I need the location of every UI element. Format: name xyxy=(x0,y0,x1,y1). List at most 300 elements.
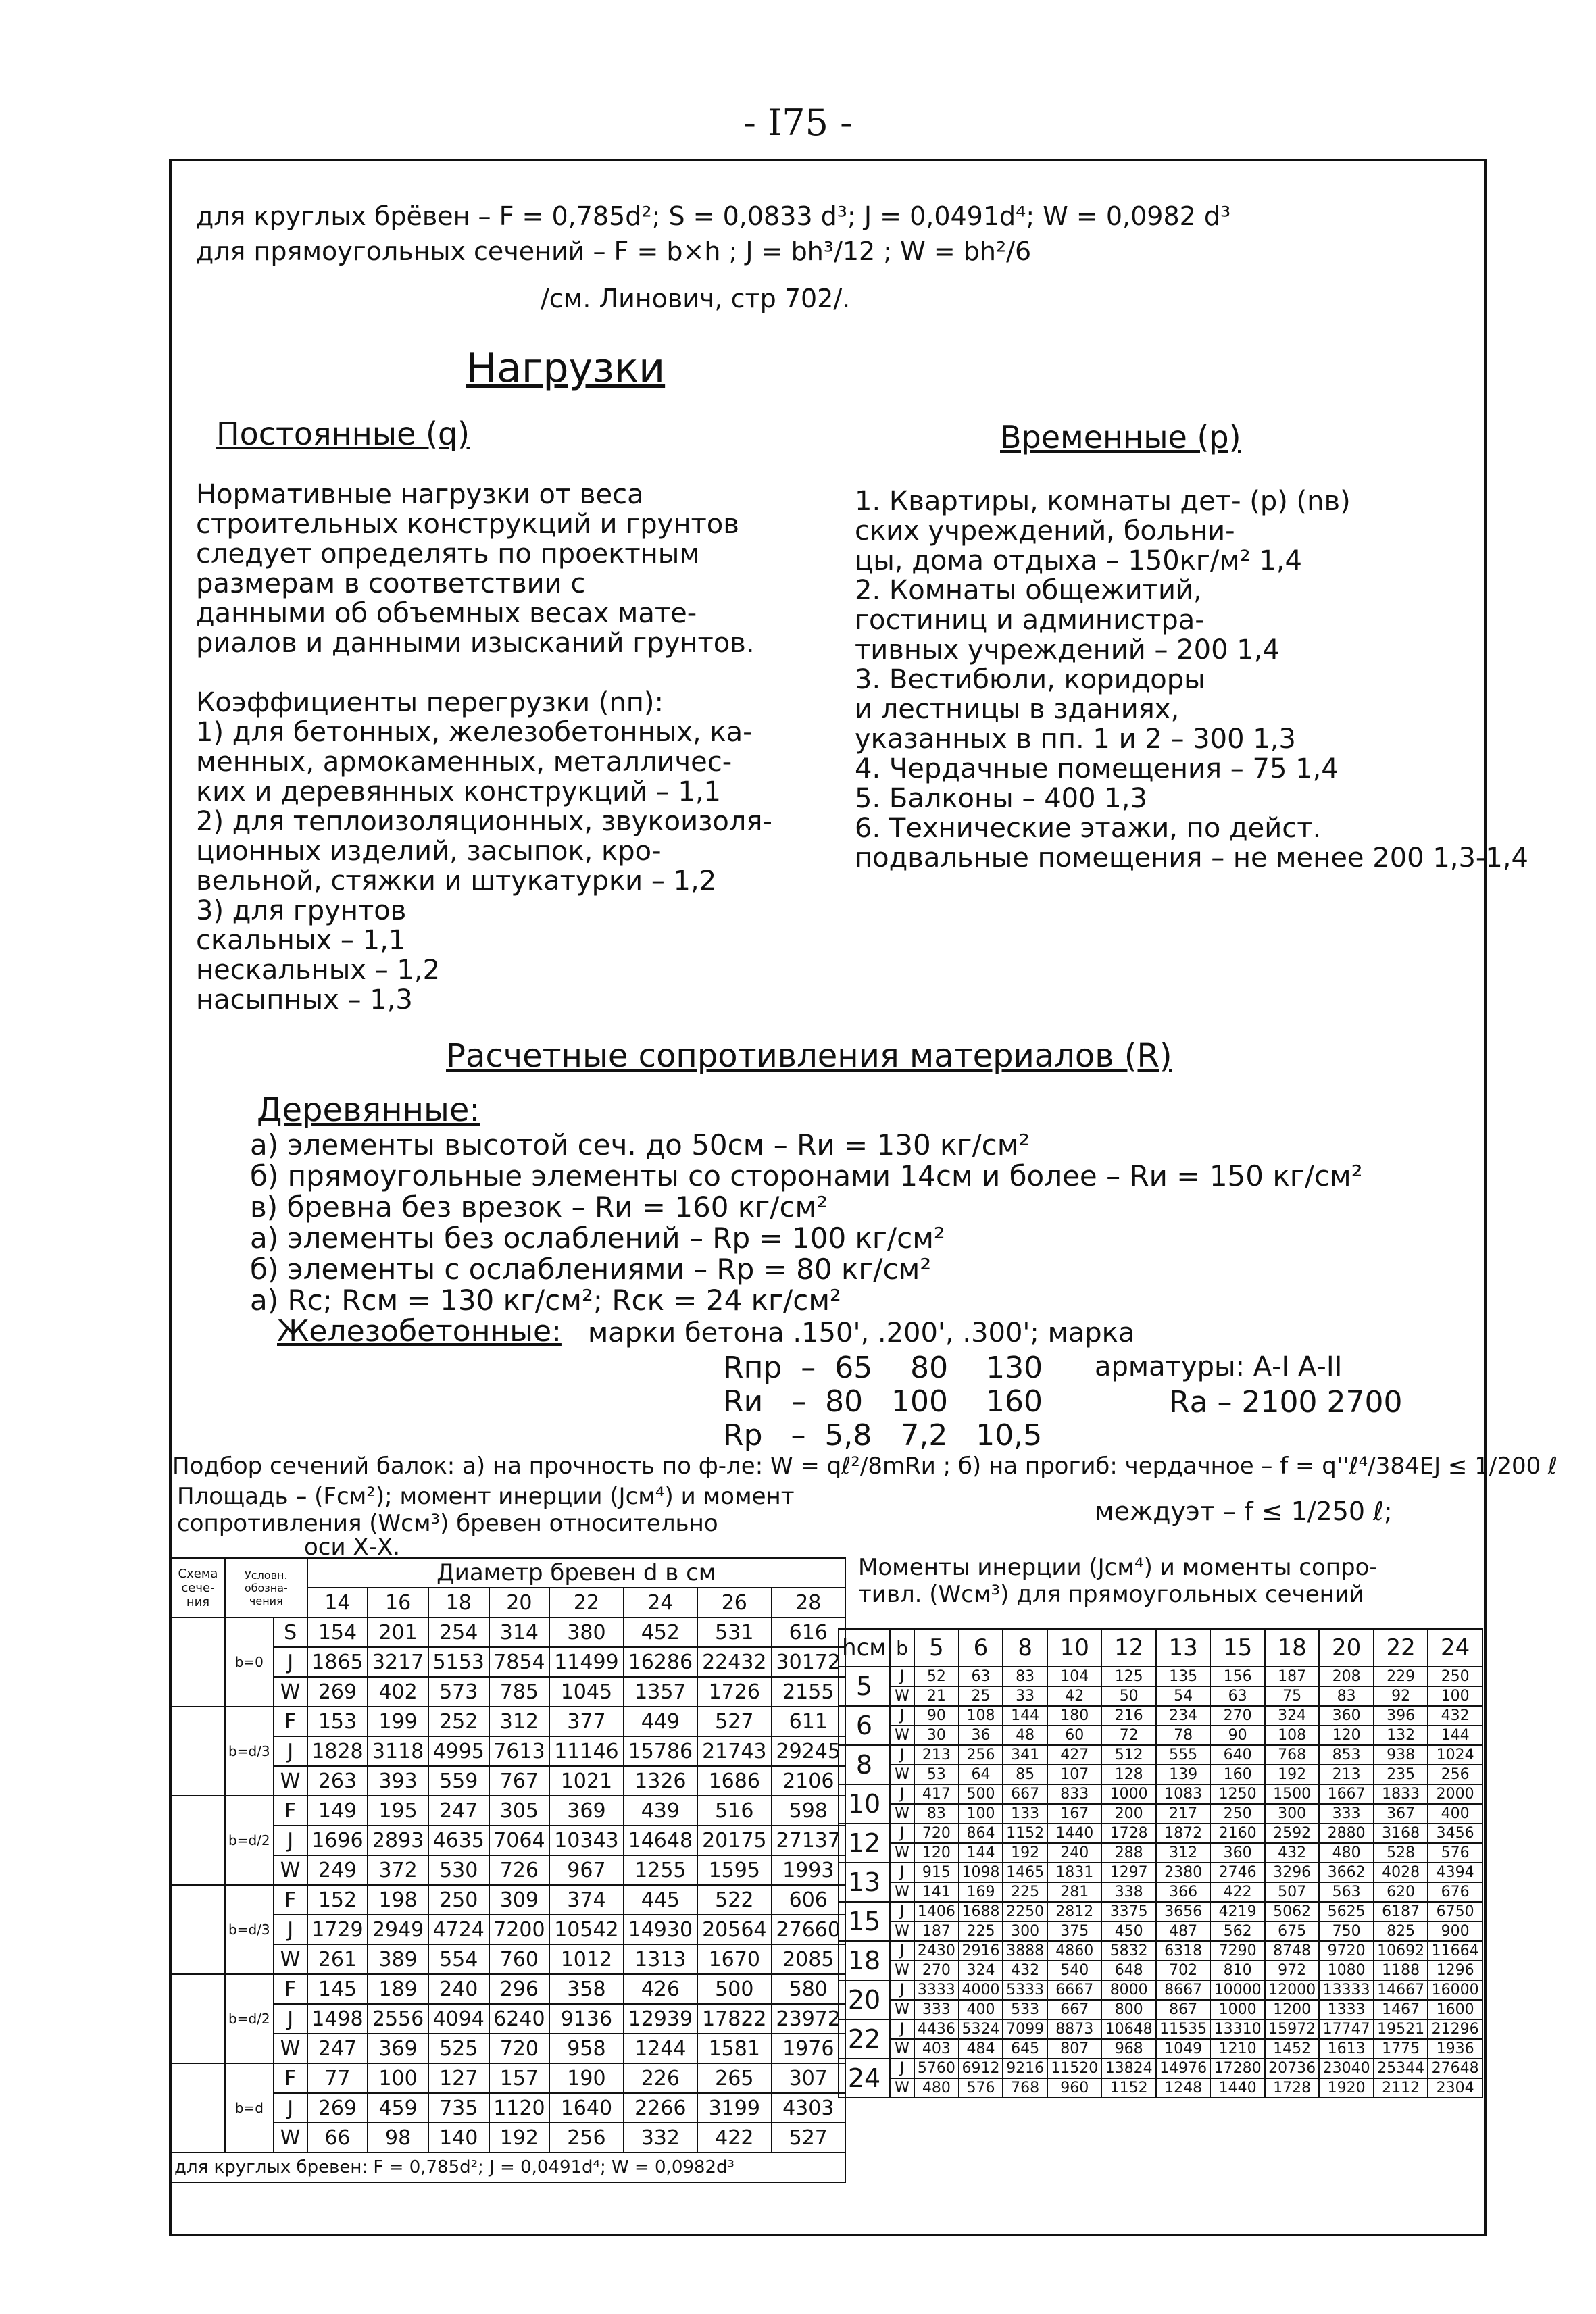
table-cell: 190 xyxy=(549,2063,623,2093)
table-row xyxy=(839,1765,1482,1784)
table-cell: 5062 xyxy=(1265,1902,1319,1921)
condition-label: b=0 xyxy=(225,1617,274,1707)
table-cell: 217 xyxy=(1156,1804,1210,1823)
table-cell: 305 xyxy=(489,1796,550,1826)
table-cell: 12939 xyxy=(624,2004,697,2034)
table-cell: 60 xyxy=(1047,1726,1101,1745)
permanent-text xyxy=(196,480,772,1015)
table-cell: 6667 xyxy=(1047,1980,1101,2000)
table-cell: 576 xyxy=(959,2078,1003,2098)
symbol: W xyxy=(890,1882,914,1902)
table-cell: 16286 xyxy=(624,1647,697,1677)
table-row xyxy=(839,1863,1482,1882)
table-cell: 480 xyxy=(1319,1843,1373,1863)
table-cell: 2106 xyxy=(772,1766,846,1796)
table-cell: 807 xyxy=(1047,2039,1101,2059)
symbol: J xyxy=(890,1823,914,1843)
table-cell: 100 xyxy=(368,2063,428,2093)
permanent-line: 1) для бетонных, железобетонных, ка- xyxy=(196,717,753,748)
wood-line: а) Rс; Rсм = 130 кг/см²; Rск = 24 кг/см² xyxy=(250,1284,841,1317)
area-caption-2: сопротивления (Wсм³) бревен относительно xyxy=(177,1510,718,1537)
table-cell: 500 xyxy=(697,1974,771,2004)
table-cell: 152 xyxy=(307,1885,368,1915)
table-cell: 580 xyxy=(772,1974,846,2004)
table-cell: 768 xyxy=(1265,1745,1319,1765)
table-cell: 1686 xyxy=(697,1766,771,1796)
table-cell: 216 xyxy=(1101,1706,1155,1726)
symbol: J xyxy=(890,1667,914,1686)
table-cell: 2746 xyxy=(1210,1863,1264,1882)
table-cell: 785 xyxy=(489,1677,550,1707)
symbol: W xyxy=(274,1677,307,1707)
table-cell: 195 xyxy=(368,1796,428,1826)
table-cell: 199 xyxy=(368,1707,428,1736)
table-cell: 250 xyxy=(428,1885,489,1915)
table-cell: 157 xyxy=(489,2063,550,2093)
table-cell: 11664 xyxy=(1428,1941,1482,1961)
table-row xyxy=(839,1941,1482,1961)
permanent-line: 3) для грунтов xyxy=(196,895,407,926)
table-cell: 1021 xyxy=(549,1766,623,1796)
table-cell: 10692 xyxy=(1374,1941,1428,1961)
table-cell: 1326 xyxy=(624,1766,697,1796)
table-cell: 735 xyxy=(428,2093,489,2123)
table-cell: 16000 xyxy=(1428,1980,1482,2000)
table-cell: 250 xyxy=(1210,1804,1264,1823)
table-cell: 2430 xyxy=(914,1941,959,1961)
table-row xyxy=(839,1980,1482,2000)
height-value: 20 xyxy=(839,1980,890,2019)
table-cell: 29245 xyxy=(772,1736,846,1766)
width-value: 15 xyxy=(1210,1629,1264,1667)
table-cell: 426 xyxy=(624,1974,697,2004)
symbol: W xyxy=(890,2039,914,2059)
table-cell: 1467 xyxy=(1374,2000,1428,2019)
width-value: 18 xyxy=(1265,1629,1319,1667)
symbol: W xyxy=(890,2078,914,2098)
table-cell: 63 xyxy=(959,1667,1003,1686)
table-cell: 1726 xyxy=(697,1677,771,1707)
temporary-line: 6. Технические этажи, по дейст. xyxy=(855,813,1322,844)
table-cell: 225 xyxy=(1003,1882,1047,1902)
table-cell: 270 xyxy=(1210,1706,1264,1726)
table-cell: 332 xyxy=(624,2123,697,2153)
permanent-line: следует определять по проектным xyxy=(196,538,700,570)
permanent-line: Коэффициенты перегрузки (nп): xyxy=(196,687,664,718)
table-cell: 23972 xyxy=(772,2004,846,2034)
wood-heading: Деревянные: xyxy=(257,1091,480,1129)
table-cell: 2266 xyxy=(624,2093,697,2123)
table-cell: 6750 xyxy=(1428,1902,1482,1921)
beam-selection-line1: Подбор сечений балок: а) на прочность по ф-ле: W = qℓ²/8mRи ; б) на прогиб: чердачное – f = q''ℓ⁴/384EJ ≤ 1/200 ℓ xyxy=(172,1453,1558,1480)
table-cell: 120 xyxy=(914,1843,959,1863)
table-cell: 1920 xyxy=(1319,2078,1373,2098)
height-value: 15 xyxy=(839,1902,890,1941)
table-cell: 864 xyxy=(959,1823,1003,1843)
symbol: J xyxy=(274,2004,307,2034)
table-cell: 452 xyxy=(624,1617,697,1647)
table-cell: 145 xyxy=(307,1974,368,2004)
table-cell: 2812 xyxy=(1047,1902,1101,1921)
permanent-line: Нормативные нагрузки от веса xyxy=(196,479,644,510)
table-cell: 915 xyxy=(914,1863,959,1882)
table-row xyxy=(839,1686,1482,1706)
table-cell: 6240 xyxy=(489,2004,550,2034)
symbol: W xyxy=(890,1726,914,1745)
table-cell: 249 xyxy=(307,1855,368,1885)
width-value: 22 xyxy=(1374,1629,1428,1667)
table-cell: 3199 xyxy=(697,2093,771,2123)
table-cell: 21743 xyxy=(697,1736,771,1766)
diameter-table-footer: для круглых бревен: F = 0,785d²; J = 0,0491d⁴; W = 0,0982d³ xyxy=(171,2153,845,2182)
table-cell: 108 xyxy=(959,1706,1003,1726)
table-cell: 2160 xyxy=(1210,1823,1264,1843)
table-cell: 432 xyxy=(1265,1843,1319,1863)
table-cell: 269 xyxy=(307,1677,368,1707)
table-cell: 768 xyxy=(1003,2078,1047,2098)
table-cell: 21 xyxy=(914,1686,959,1706)
table-cell: 254 xyxy=(428,1617,489,1647)
table-row xyxy=(839,1667,1482,1686)
table-cell: 750 xyxy=(1319,1921,1373,1941)
symbol: W xyxy=(890,1843,914,1863)
table-cell: 972 xyxy=(1265,1961,1319,1980)
table-cell: 33 xyxy=(1003,1686,1047,1706)
table-cell: 312 xyxy=(489,1707,550,1736)
table-cell: 9136 xyxy=(549,2004,623,2034)
table-cell: 52 xyxy=(914,1667,959,1686)
table-cell: 645 xyxy=(1003,2039,1047,2059)
table-cell: 13824 xyxy=(1101,2059,1155,2078)
diameter-value: 28 xyxy=(772,1588,846,1617)
table-cell: 20736 xyxy=(1265,2059,1319,2078)
table-cell: 1210 xyxy=(1210,2039,1264,2059)
beam-selection-line2: междуэт – f ≤ 1/250 ℓ; xyxy=(1095,1496,1393,1526)
table-cell: 1688 xyxy=(959,1902,1003,1921)
table-cell: 15786 xyxy=(624,1736,697,1766)
table-cell: 78 xyxy=(1156,1726,1210,1745)
concrete-heading: Железобетонные: xyxy=(277,1314,562,1349)
concrete-row: Rпр – 65 80 130 xyxy=(723,1351,1043,1385)
table-cell: 144 xyxy=(959,1843,1003,1863)
table-cell: 480 xyxy=(914,2078,959,2098)
table-cell: 374 xyxy=(549,1885,623,1915)
height-value: 12 xyxy=(839,1823,890,1863)
table-cell: 1872 xyxy=(1156,1823,1210,1843)
symbol: J xyxy=(890,2059,914,2078)
table-cell: 13310 xyxy=(1210,2019,1264,2039)
b-header: b xyxy=(890,1629,914,1667)
symbol: J xyxy=(274,1647,307,1677)
table-cell: 563 xyxy=(1319,1882,1373,1902)
table-cell: 372 xyxy=(368,1855,428,1885)
table-cell: 620 xyxy=(1374,1882,1428,1902)
diameter-header: Диаметр бревен d в см xyxy=(307,1558,845,1588)
table-cell: 160 xyxy=(1210,1765,1264,1784)
scheme-icon xyxy=(171,2063,225,2153)
table-cell: 555 xyxy=(1156,1745,1210,1765)
table-cell: 4219 xyxy=(1210,1902,1264,1921)
table-cell: 531 xyxy=(697,1617,771,1647)
table-cell: 380 xyxy=(549,1617,623,1647)
table-cell: 75 xyxy=(1265,1686,1319,1706)
table-cell: 1600 xyxy=(1428,2000,1482,2019)
condition-label: b=d/2 xyxy=(225,1796,274,1885)
table-row xyxy=(839,1882,1482,1902)
table-row xyxy=(171,1885,845,1915)
table-cell: 1406 xyxy=(914,1902,959,1921)
table-cell: 667 xyxy=(1003,1784,1047,1804)
width-value: 24 xyxy=(1428,1629,1482,1667)
table-cell: 17747 xyxy=(1319,2019,1373,2039)
table-cell: 11535 xyxy=(1156,2019,1210,2039)
table-cell: 1152 xyxy=(1003,1823,1047,1843)
table-cell: 377 xyxy=(549,1707,623,1736)
table-cell: 720 xyxy=(914,1823,959,1843)
table-cell: 1296 xyxy=(1428,1961,1482,1980)
scheme-icon xyxy=(171,1796,225,1885)
symbol: J xyxy=(274,1915,307,1944)
table-cell: 396 xyxy=(1374,1706,1428,1726)
temporary-line: цы, дома отдыха – 150кг/м² 1,4 xyxy=(855,545,1302,576)
table-cell: 1049 xyxy=(1156,2039,1210,2059)
table-cell: 4000 xyxy=(959,1980,1003,2000)
table-cell: 5760 xyxy=(914,2059,959,2078)
table-cell: 400 xyxy=(959,2000,1003,2019)
concrete-rows xyxy=(723,1351,1043,1453)
temporary-line: 2. Комнаты общежитий, xyxy=(855,575,1202,606)
table-cell: 3456 xyxy=(1428,1823,1482,1843)
table-cell: 527 xyxy=(772,2123,846,2153)
table-cell: 3662 xyxy=(1319,1863,1373,1882)
condition-label: b=d/3 xyxy=(225,1885,274,1974)
height-value: 22 xyxy=(839,2019,890,2059)
table-cell: 528 xyxy=(1374,1843,1428,1863)
table-cell: 1465 xyxy=(1003,1863,1047,1882)
table-cell: 576 xyxy=(1428,1843,1482,1863)
table-cell: 25 xyxy=(959,1686,1003,1706)
condition-label: b=d/2 xyxy=(225,1974,274,2063)
symbol: W xyxy=(890,1765,914,1784)
table-row xyxy=(171,1974,845,2004)
table-cell: 208 xyxy=(1319,1667,1373,1686)
table-cell: 225 xyxy=(959,1921,1003,1941)
permanent-line: вельной, стяжки и штукатурки – 1,2 xyxy=(196,865,717,897)
table-cell: 192 xyxy=(1265,1765,1319,1784)
table-cell: 2304 xyxy=(1428,2078,1482,2098)
table-cell: 800 xyxy=(1101,2000,1155,2019)
table-cell: 127 xyxy=(428,2063,489,2093)
table-cell: 9720 xyxy=(1319,1941,1373,1961)
table-cell: 367 xyxy=(1374,1804,1428,1823)
table-cell: 300 xyxy=(1003,1921,1047,1941)
loads-title: Нагрузки xyxy=(466,345,666,392)
permanent-line: данными об объемных весах мате- xyxy=(196,598,697,629)
table-cell: 3333 xyxy=(914,1980,959,2000)
table-row xyxy=(839,2039,1482,2059)
table-cell: 422 xyxy=(697,2123,771,2153)
table-cell: 6318 xyxy=(1156,1941,1210,1961)
table-cell: 867 xyxy=(1156,2000,1210,2019)
table-cell: 11520 xyxy=(1047,2059,1101,2078)
table-cell: 235 xyxy=(1374,1765,1428,1784)
condition-label: b=d xyxy=(225,2063,274,2153)
table-cell: 4028 xyxy=(1374,1863,1428,1882)
table-cell: 240 xyxy=(428,1974,489,2004)
table-cell: 153 xyxy=(307,1707,368,1736)
table-cell: 1595 xyxy=(697,1855,771,1885)
table-cell: 1248 xyxy=(1156,2078,1210,2098)
table-cell: 958 xyxy=(549,2034,623,2063)
temporary-line: 1. Квартиры, комнаты дет- (р) (nв) xyxy=(855,486,1351,517)
permanent-line: риалов и данными изысканий грунтов. xyxy=(196,628,755,659)
table-cell: 50 xyxy=(1101,1686,1155,1706)
table-cell: 120 xyxy=(1319,1726,1373,1745)
temporary-line: тивных учреждений – 200 1,4 xyxy=(855,634,1280,665)
table-cell: 402 xyxy=(368,1677,428,1707)
symbol: F xyxy=(274,2063,307,2093)
table-cell: 10542 xyxy=(549,1915,623,1944)
table-row xyxy=(839,2019,1482,2039)
table-cell: 1313 xyxy=(624,1944,697,1974)
table-cell: 648 xyxy=(1101,1961,1155,1980)
table-cell: 5832 xyxy=(1101,1941,1155,1961)
table-cell: 198 xyxy=(368,1885,428,1915)
table-cell: 300 xyxy=(1265,1804,1319,1823)
table-cell: 360 xyxy=(1319,1706,1373,1726)
symbol: J xyxy=(890,1745,914,1765)
height-value: 10 xyxy=(839,1784,890,1823)
symbol: F xyxy=(274,1707,307,1736)
table-cell: 98 xyxy=(368,2123,428,2153)
table-cell: 611 xyxy=(772,1707,846,1736)
table-cell: 640 xyxy=(1210,1745,1264,1765)
table-cell: 4724 xyxy=(428,1915,489,1944)
table-cell: 90 xyxy=(914,1706,959,1726)
temporary-line: ских учреждений, больни- xyxy=(855,515,1235,547)
permanent-line: 2) для теплоизоляционных, звукоизоля- xyxy=(196,806,772,837)
table-cell: 1833 xyxy=(1374,1784,1428,1804)
table-cell: 12000 xyxy=(1265,1980,1319,2000)
table-cell: 445 xyxy=(624,1885,697,1915)
table-cell: 21296 xyxy=(1428,2019,1482,2039)
table-cell: 10000 xyxy=(1210,1980,1264,2000)
table-row xyxy=(171,2063,845,2093)
symbol: S xyxy=(274,1617,307,1647)
table-cell: 2893 xyxy=(368,1826,428,1855)
symbol: J xyxy=(890,1941,914,1961)
table-cell: 1012 xyxy=(549,1944,623,1974)
table-cell: 530 xyxy=(428,1855,489,1885)
table-cell: 250 xyxy=(1428,1667,1482,1686)
table-cell: 810 xyxy=(1210,1961,1264,1980)
table-cell: 2380 xyxy=(1156,1863,1210,1882)
table-cell: 1152 xyxy=(1101,2078,1155,2098)
table-cell: 1828 xyxy=(307,1736,368,1766)
symbol: J xyxy=(274,2093,307,2123)
table-cell: 135 xyxy=(1156,1667,1210,1686)
table-cell: 7290 xyxy=(1210,1941,1264,1961)
table-cell: 256 xyxy=(1428,1765,1482,1784)
table-cell: 573 xyxy=(428,1677,489,1707)
table-cell: 338 xyxy=(1101,1882,1155,1902)
width-value: 12 xyxy=(1101,1629,1155,1667)
scheme-header: Схема сече- ния xyxy=(171,1558,225,1617)
table-cell: 1297 xyxy=(1101,1863,1155,1882)
table-cell: 3118 xyxy=(368,1736,428,1766)
condition-label: b=d/3 xyxy=(225,1707,274,1796)
width-value: 13 xyxy=(1156,1629,1210,1667)
table-cell: 375 xyxy=(1047,1921,1101,1941)
table-cell: 226 xyxy=(624,2063,697,2093)
rect-moment-table xyxy=(838,1628,1483,2098)
table-cell: 128 xyxy=(1101,1765,1155,1784)
table-cell: 333 xyxy=(914,2000,959,2019)
table-cell: 133 xyxy=(1003,1804,1047,1823)
width-value: 5 xyxy=(914,1629,959,1667)
width-value: 6 xyxy=(959,1629,1003,1667)
table-cell: 967 xyxy=(549,1855,623,1885)
table-cell: 23040 xyxy=(1319,2059,1373,2078)
table-cell: 1024 xyxy=(1428,1745,1482,1765)
table-cell: 189 xyxy=(368,1974,428,2004)
width-value: 10 xyxy=(1047,1629,1101,1667)
table-cell: 341 xyxy=(1003,1745,1047,1765)
table-row xyxy=(839,2059,1482,2078)
diameter-value: 24 xyxy=(624,1588,697,1617)
table-cell: 15972 xyxy=(1265,2019,1319,2039)
symbol: F xyxy=(274,1885,307,1915)
table-cell: 20175 xyxy=(697,1826,771,1855)
table-cell: 8748 xyxy=(1265,1941,1319,1961)
table-cell: 9216 xyxy=(1003,2059,1047,2078)
table-cell: 247 xyxy=(307,2034,368,2063)
table-cell: 263 xyxy=(307,1766,368,1796)
symbol: W xyxy=(890,1921,914,1941)
symbol: W xyxy=(274,1766,307,1796)
symbol: W xyxy=(890,1804,914,1823)
table-cell: 516 xyxy=(697,1796,771,1826)
table-cell: 314 xyxy=(489,1617,550,1647)
table-cell: 3375 xyxy=(1101,1902,1155,1921)
table-cell: 389 xyxy=(368,1944,428,1974)
table-cell: 1581 xyxy=(697,2034,771,2063)
table-cell: 500 xyxy=(959,1784,1003,1804)
table-row xyxy=(839,1784,1482,1804)
table-row xyxy=(839,1961,1482,1980)
table-cell: 22432 xyxy=(697,1647,771,1677)
table-cell: 1045 xyxy=(549,1677,623,1707)
table-cell: 369 xyxy=(368,2034,428,2063)
table-cell: 960 xyxy=(1047,2078,1101,2098)
table-cell: 85 xyxy=(1003,1765,1047,1784)
table-cell: 19521 xyxy=(1374,2019,1428,2039)
table-cell: 240 xyxy=(1047,1843,1101,1863)
table-cell: 324 xyxy=(1265,1706,1319,1726)
table-cell: 2592 xyxy=(1265,1823,1319,1843)
table-cell: 48 xyxy=(1003,1726,1047,1745)
table-cell: 6912 xyxy=(959,2059,1003,2078)
table-cell: 427 xyxy=(1047,1745,1101,1765)
table-row xyxy=(839,1745,1482,1765)
table-cell: 675 xyxy=(1265,1921,1319,1941)
table-cell: 234 xyxy=(1156,1706,1210,1726)
table-cell: 676 xyxy=(1428,1882,1482,1902)
table-cell: 11499 xyxy=(549,1647,623,1677)
diameter-value: 14 xyxy=(307,1588,368,1617)
table-cell: 2250 xyxy=(1003,1902,1047,1921)
table-cell: 1000 xyxy=(1210,2000,1264,2019)
